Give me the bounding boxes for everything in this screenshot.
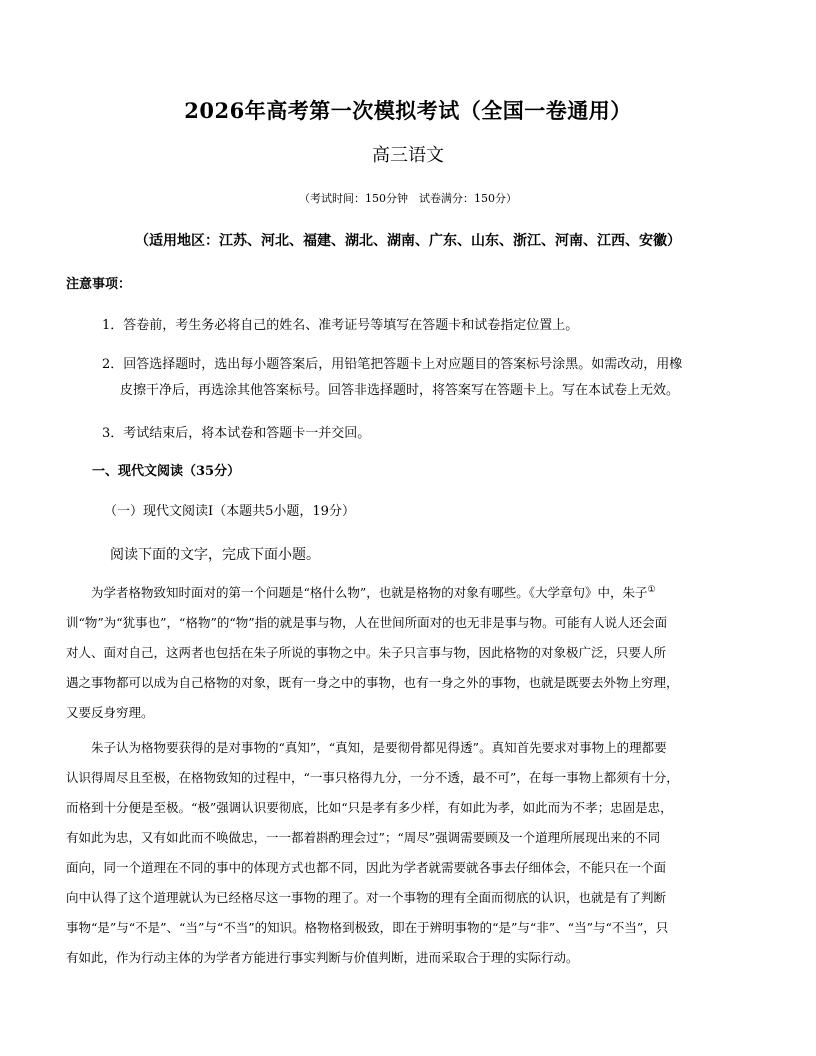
- passage-paragraph-1: [66, 578, 752, 728]
- exam-title: 2026年高考第一次模拟考试（全国一卷通用）: [184, 98, 632, 123]
- passage-line: 对人、面对自己，这两者也包括在朱子所说的事物之中。朱子只言事与物，因此格物的对象极广泛，只要人所: [66, 645, 667, 660]
- reading-instruction: 阅读下面的文字，完成下面小题。: [110, 547, 320, 563]
- passage-line: 又要反身穷理。: [66, 705, 154, 720]
- exam-time-info: （考试时间：150分钟 试卷满分：150分）: [299, 192, 517, 205]
- notice-item-text: 考试结束后，将本试卷和答题卡一并交回。: [123, 426, 371, 441]
- notice-item-text: 回答选择题时，选出每小题答案后，用铅笔把答题卡上对应题目的答案标号涂黑。如需改动，用橡: [123, 357, 683, 372]
- notice-item-3: [102, 421, 752, 447]
- notice-item-2: [102, 352, 752, 404]
- notice-item-number: 3．: [102, 426, 124, 441]
- notice-item-text: 答卷前，考生务必将自己的姓名、准考证号等填写在答题卡和试卷指定位置上。: [123, 318, 579, 333]
- passage-line: 事物“是”与“不是”、“当”与“不当”的知识。格物格到极致，即在于辨明事物的“是”与“非”、“当”与“不当”，只: [66, 920, 669, 935]
- notice-item-number: 1．: [102, 318, 124, 333]
- notice-item-1: [102, 313, 752, 339]
- passage-line: 面向，同一个道理在不同的事中的体现方式也都不同，因此为学者就需要就各事去仔细体会，不能只在一个面: [66, 860, 667, 875]
- passage-line: [66, 578, 752, 608]
- passage-line: 有如此，作为行动主体的为学者方能进行事实判断与价值判断，进而采取合于理的实际行动。: [66, 950, 579, 965]
- passage-line: 而格到十分便是至极。“极”强调认识要彻底，比如“只是孝有多少样，有如此为孝，如此而为不孝；忠固是忠，: [66, 800, 673, 815]
- applicable-regions: （适用地区：江苏、河北、福建、湖北、湖南、广东、山东、浙江、河南、江西、安徽）: [135, 233, 681, 249]
- notice-item-number: 2．: [102, 357, 124, 372]
- footnote-marker: ①: [647, 584, 656, 595]
- notice-heading: 注意事项：: [66, 277, 132, 292]
- passage-line: 认识得周尽且至极，在格物致知的过程中，“一事只格得九分，一分不透，最不可”，在每一事物上都须有十分，: [66, 770, 679, 785]
- passage-line: 有如此为忠，又有如此而不唤做忠，一一都着斟酌理会过”；“周尽”强调需要顾及一个道理所展现出来的不同: [66, 830, 661, 845]
- subsection-heading: （一）现代文阅读Ⅰ（本题共5小题，19分）: [104, 504, 355, 519]
- exam-subject: 高三语文: [372, 145, 444, 166]
- notice-item-text-cont: 皮擦干净后，再选涂其他答案标号。回答非选择题时，将答案写在答题卡上。写在本试卷上无效。: [120, 383, 680, 398]
- section-heading: 一、现代文阅读（35分）: [92, 464, 241, 479]
- passage-line: 遇之事物都可以成为自己格物的对象，既有一身之中的事物，也有一身之外的事物，也就是既要去外物上穷理，: [66, 675, 679, 690]
- passage-line-text: 为学者格物致知时面对的第一个问题是“格什么物”，也就是格物的对象有哪些。《大学章句》中，朱子: [91, 585, 648, 600]
- passage-paragraph-2: [66, 733, 752, 973]
- passage-line: 向中认得了这个道理就认为已经格尽这一事物的理了。对一个事物的理有全面而彻底的认识，也就是有了判断: [66, 890, 667, 905]
- passage-line: 训“物”为“犹事也”，“格物”的“物”指的就是事与物，人在世间所面对的也无非是事与物。可能有人说人还会面: [66, 615, 668, 630]
- passage-line: 朱子认为格物要获得的是对事物的“真知”，“真知，是要彻骨都见得透”。真知首先要求对事物上的理都要: [91, 740, 667, 755]
